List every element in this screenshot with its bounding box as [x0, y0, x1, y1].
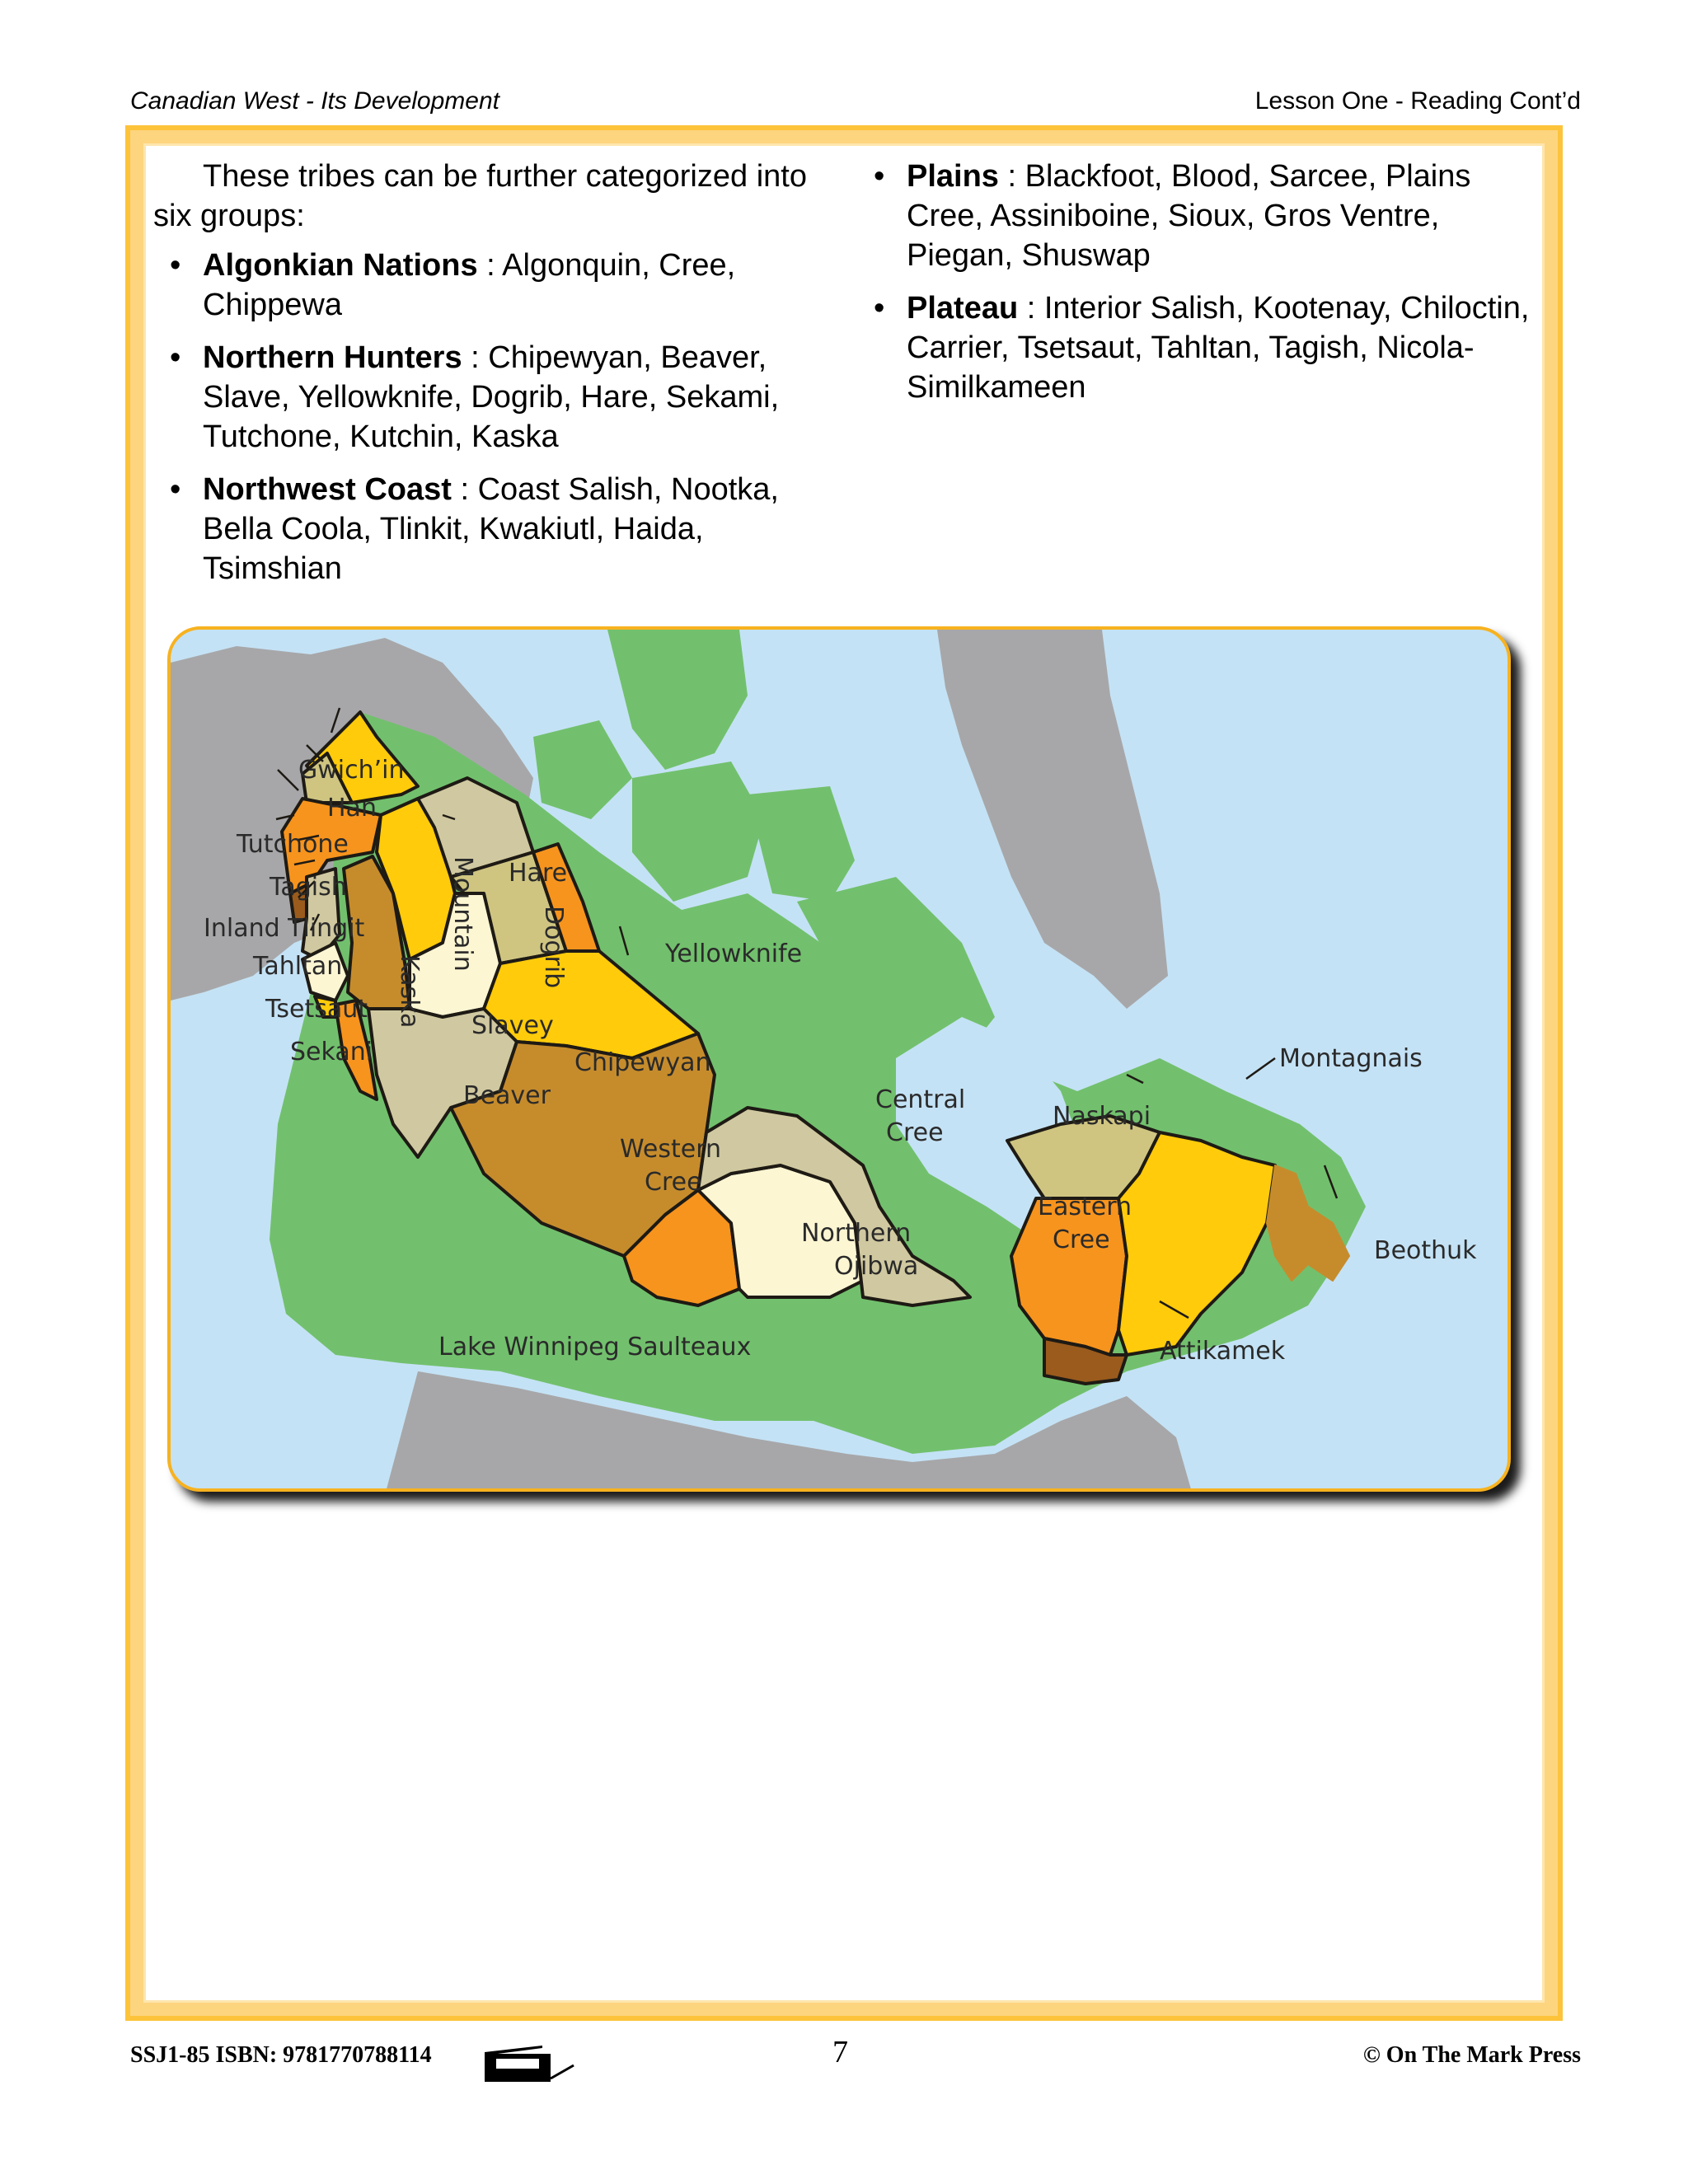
map-label-eastern-cree-2: Cree — [1053, 1226, 1110, 1254]
map-label-central-cree-2: Cree — [886, 1118, 944, 1147]
list-item — [874, 157, 1533, 275]
map-label-tutchone: Tutchone — [237, 830, 349, 859]
map-label-naskapi: Naskapi — [1053, 1102, 1151, 1131]
map-label-central-cree: Central — [875, 1085, 966, 1114]
text-column-right — [874, 157, 1533, 420]
map-label-attikamek: Attikamek — [1160, 1337, 1286, 1366]
list-item — [153, 338, 837, 457]
header-title: Canadian West - Its Development — [130, 87, 499, 115]
map-label-hare: Hare — [509, 859, 568, 888]
text-column-left — [153, 157, 837, 602]
tribes-map — [167, 626, 1511, 1492]
map-label-beothuk: Beothuk — [1374, 1236, 1477, 1265]
map-label-chipewyan: Chipewyan — [574, 1048, 711, 1077]
map-label-eastern-cree: Eastern — [1038, 1193, 1132, 1221]
map-label-mountain: Mountain — [448, 856, 477, 972]
group-name: Plains — [907, 159, 999, 194]
map-label-inland-tlingit: Inland Tlingit — [204, 914, 365, 943]
footer-copyright: © On The Mark Press — [1362, 2042, 1581, 2068]
map-label-tsetsaut: Tsetsaut — [265, 995, 368, 1024]
map-label-northern-ojibwa-2: Ojibwa — [834, 1252, 919, 1281]
map-label-lake-winnipeg-saulteaux: Lake Winnipeg Saulteaux — [438, 1333, 752, 1361]
map-label-dogrib: Dogrib — [539, 906, 568, 989]
footer-isbn: SSJ1-85 ISBN: 9781770788114 — [130, 2042, 432, 2068]
page-number: 7 — [832, 2035, 848, 2069]
group-name: Northwest Coast — [203, 472, 452, 507]
map-label-yellowknife: Yellowknife — [665, 940, 803, 968]
group-name: Plateau — [907, 291, 1019, 326]
group-members: : Blackfoot, Blood, Sarcee, Plains Cree, Assiniboine, Sioux, Gros Ventre, Piegan, Shuswap — [907, 159, 1471, 273]
map-label-tahltan: Tahltan — [253, 952, 343, 981]
bullet: • — [874, 291, 885, 326]
tribes-map-figure — [167, 626, 1511, 1492]
group-members: : Chipewyan, Beaver, Slave, Yellowknife, Dogrib, Hare, Sekami, Tutchone, Kutchin, Kaska — [203, 340, 780, 454]
bullet: • — [170, 248, 181, 283]
map-label-han: Han — [327, 794, 377, 823]
map-graphic — [171, 630, 1511, 1492]
map-label-beaver: Beaver — [463, 1081, 551, 1110]
map-label-montagnais: Montagnais — [1279, 1044, 1423, 1073]
map-label-sekani: Sekani — [290, 1038, 373, 1066]
group-name: Northern Hunters — [203, 340, 462, 375]
map-label-slavey: Slavey — [471, 1011, 554, 1040]
map-label-western-cree: Western — [620, 1135, 722, 1164]
photocopier-icon — [485, 2046, 575, 2082]
list-item — [874, 288, 1533, 407]
map-label-tagish: Tagish — [270, 873, 347, 902]
map-label-kaska: Kaska — [395, 955, 424, 1029]
bullet: • — [170, 340, 181, 375]
group-list-left — [153, 246, 837, 588]
map-label-northern-ojibwa: Northern — [801, 1219, 912, 1248]
group-members: : Coast Salish, Nootka, Bella Coola, Tlinkit, Kwakiutl, Haida, Tsimshian — [203, 472, 779, 586]
intro-paragraph: These tribes can be further categorized into six groups: — [153, 159, 807, 233]
header-section: Lesson One - Reading Cont’d — [1254, 87, 1581, 115]
bullet: • — [170, 472, 181, 507]
greenland-landmass — [937, 630, 1168, 1009]
group-list-right — [874, 157, 1533, 407]
group-name: Algonkian Nations — [203, 248, 478, 283]
map-label-gwichin: Gwich’in — [298, 756, 405, 785]
group-members: : Algonquin, Cree, Chippewa — [203, 248, 736, 322]
map-label-western-cree-2: Cree — [645, 1168, 702, 1197]
bullet: • — [874, 159, 885, 194]
list-item — [153, 470, 837, 588]
group-members: : Interior Salish, Kootenay, Chiloctin, Carrier, Tsetsaut, Tahltan, Tagish, Nicola-Similkameen — [907, 291, 1530, 405]
list-item — [153, 246, 837, 325]
